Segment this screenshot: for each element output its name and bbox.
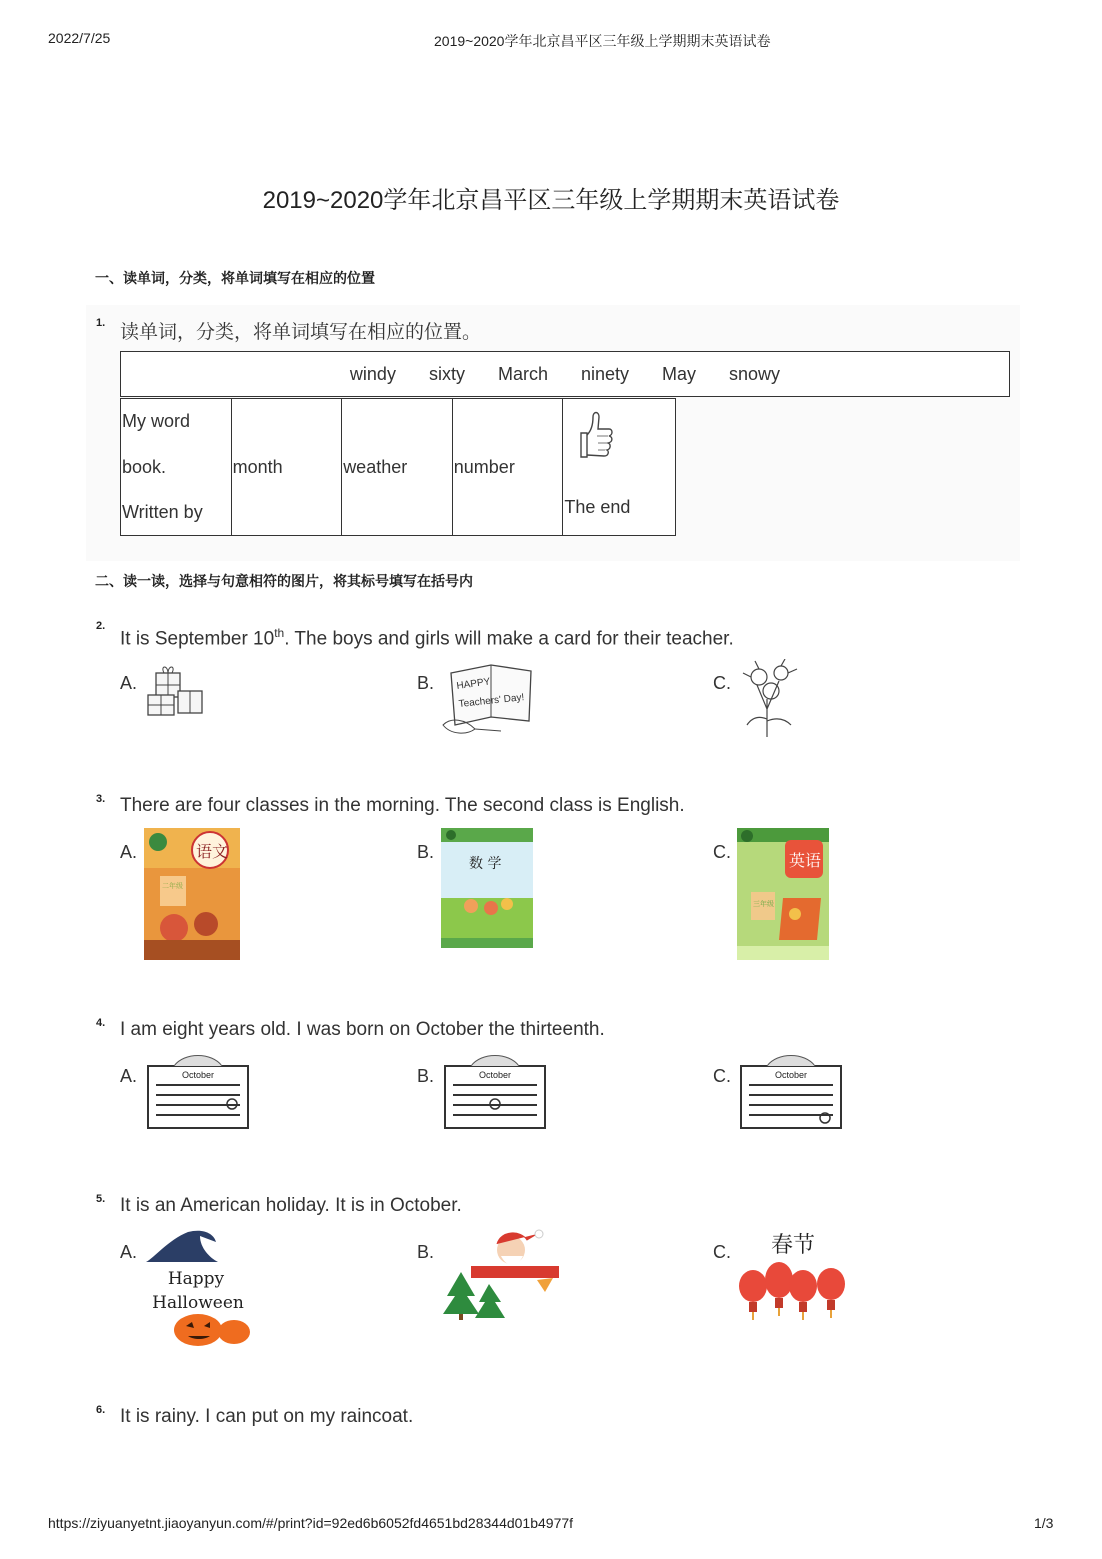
question-2	[86, 615, 1020, 765]
svg-text:春节: 春节	[770, 1233, 816, 1258]
cover-line: Written by	[122, 502, 203, 522]
svg-text:HAPPY: HAPPY	[455, 676, 491, 692]
option-label: B.	[417, 1066, 435, 1086]
chinese-textbook-icon	[144, 828, 240, 960]
question-3	[86, 784, 1020, 974]
svg-text:October: October	[182, 1070, 215, 1080]
teachers-day-card-icon	[441, 659, 537, 739]
end-label: The end	[564, 497, 631, 517]
flowers-icon	[737, 659, 803, 739]
svg-text:数 学: 数 学	[469, 856, 502, 872]
svg-text:Teachers' Day!: Teachers' Day!	[458, 692, 525, 710]
section-2-heading: 二、读一读，选择与句意相符的图片，将其标号填写在括号内	[95, 573, 473, 589]
question-number: 3.	[96, 793, 106, 805]
column-label: weather	[343, 457, 408, 477]
thumbs-up-icon	[571, 405, 615, 465]
question-text: It is rainy. I can put on my raincoat.	[120, 1406, 414, 1427]
svg-text:October: October	[479, 1070, 512, 1080]
option-label: A.	[120, 1242, 138, 1262]
word-book-table	[120, 398, 676, 536]
option-label: A.	[120, 1066, 138, 1086]
weather-column[interactable]	[342, 399, 453, 535]
svg-text:二年级: 二年级	[162, 882, 183, 890]
word: March	[497, 363, 548, 384]
option-label: B.	[417, 842, 435, 862]
question-number: 1.	[96, 317, 106, 329]
question-text: It is an American holiday. It is in October.	[120, 1195, 462, 1216]
print-header-title: 2019~2020学年北京昌平区三年级上学期期末英语试卷	[434, 33, 771, 49]
question-1	[86, 305, 1020, 561]
option-label: C.	[713, 842, 731, 862]
calendar-icon	[737, 1052, 845, 1132]
question-text: It is September 10th. The boys and girls will make a card for their teacher.	[120, 626, 734, 650]
question-text: I am eight years old. I was born on October the thirteenth.	[120, 1019, 605, 1040]
spring-festival-icon	[737, 1228, 849, 1324]
svg-text:Halloween: Halloween	[152, 1293, 244, 1313]
calendar-icon	[144, 1052, 252, 1132]
question-4	[86, 1008, 1020, 1158]
svg-text:October: October	[775, 1070, 808, 1080]
halloween-icon	[144, 1228, 250, 1352]
page-number: 1/3	[1034, 1515, 1054, 1531]
word: snowy	[729, 363, 781, 384]
option-label: B.	[417, 1242, 435, 1262]
question-5	[86, 1184, 1020, 1364]
word: May	[662, 363, 697, 384]
section-1-heading: 一、读单词，分类，将单词填写在相应的位置	[95, 270, 375, 286]
book-cover-cell	[121, 399, 232, 535]
print-date: 2022/7/25	[48, 30, 111, 46]
option-label: C.	[713, 1242, 731, 1262]
cover-line: book.	[122, 457, 167, 477]
question-number: 5.	[96, 1193, 106, 1205]
question-number: 2.	[96, 620, 106, 632]
column-label: number	[453, 457, 515, 477]
question-number: 4.	[96, 1017, 106, 1029]
word-bank	[120, 351, 1010, 397]
print-url: https://ziyuanyetnt.jiaoyanyun.com/#/print?id=92ed6b6052fd4651bd28344d01b4977f	[48, 1515, 574, 1531]
number-column[interactable]	[453, 399, 564, 535]
month-column[interactable]	[232, 399, 343, 535]
option-label: A.	[120, 842, 138, 862]
question-number: 6.	[96, 1404, 106, 1416]
math-textbook-icon	[441, 828, 533, 948]
word: ninety	[580, 363, 630, 384]
document-title: 2019~2020学年北京昌平区三年级上学期期末英语试卷	[262, 187, 840, 214]
word: windy	[349, 363, 396, 384]
question-6	[86, 1395, 1020, 1435]
word: sixty	[428, 363, 465, 384]
option-label: A.	[120, 673, 138, 693]
cover-line: My word	[122, 411, 191, 431]
column-label: month	[232, 457, 283, 477]
question-text: 读单词，分类，将单词填写在相应的位置。	[120, 322, 482, 343]
option-label: C.	[713, 673, 731, 693]
option-label: C.	[713, 1066, 731, 1086]
svg-text:三年级: 三年级	[753, 900, 774, 908]
christmas-icon	[441, 1228, 561, 1320]
calendar-icon	[441, 1052, 549, 1132]
end-cell	[563, 399, 675, 535]
svg-text:英语: 英语	[789, 851, 822, 870]
english-textbook-icon	[737, 828, 829, 960]
option-label: B.	[417, 673, 435, 693]
question-text: There are four classes in the morning. The second class is English.	[120, 795, 685, 816]
svg-text:语文: 语文	[196, 842, 229, 861]
gift-boxes-icon	[144, 659, 210, 721]
svg-text:Happy: Happy	[167, 1269, 225, 1289]
